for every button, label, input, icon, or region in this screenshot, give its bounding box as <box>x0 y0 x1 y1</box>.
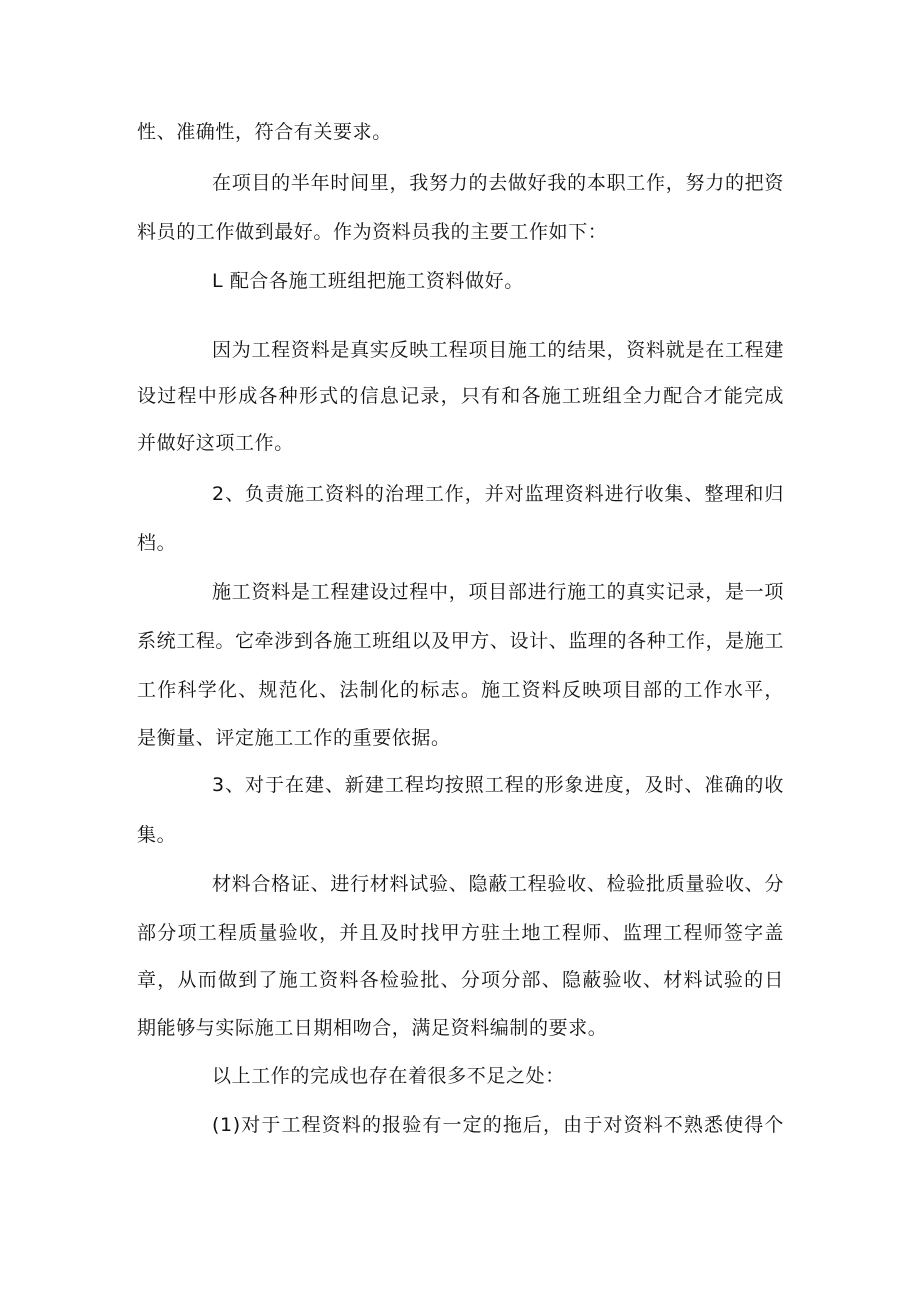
text-line: 是衡量、评定施工工作的重要依据。 <box>137 727 451 749</box>
paragraph-line: 章，从而做到了施工资料各检验批、分项分部、隐蔽验收、材料试验的日 <box>137 969 784 991</box>
paragraph-line: 施工资料是工程建设过程中，项目部进行施工的真实记录，是一项 <box>212 581 784 603</box>
paragraph-line: 工作科学化、规范化、法制化的标志。施工资料反映项目部的工作水平， <box>137 679 784 701</box>
list-item-heading: L 配合各施工班组把施工资料做好。 <box>212 270 524 292</box>
text-line: 档。 <box>137 532 177 554</box>
paragraph-line: 因为工程资料是真实反映工程项目施工的结果，资料就是在工程建 <box>212 339 784 361</box>
paragraph-line: 在项目的半年时间里，我努力的去做好我的本职工作，努力的把资 <box>212 172 784 194</box>
text-line: 料员的工作做到最好。作为资料员我的主要工作如下： <box>137 221 608 243</box>
paragraph-line: 设过程中形成各种形式的信息记录，只有和各施工班组全力配合才能完成 <box>137 385 784 407</box>
text-line: 并做好这项工作。 <box>137 432 294 454</box>
paragraph-line: 材料合格证、进行材料试验、隐蔽工程验收、检验批质量验收、分 <box>212 873 784 895</box>
text-line: 集。 <box>137 824 177 846</box>
list-item-heading: 3、对于在建、新建工程均按照工程的形象进度，及时、准确的收 <box>212 774 784 796</box>
text-line: 期能够与实际施工日期相吻合，满足资料编制的要求。 <box>137 1017 608 1039</box>
paragraph-line: 部分项工程质量验收，并且及时找甲方驻土地工程师、监理工程师签字盖 <box>137 922 784 944</box>
paragraph-line: 系统工程。它牵涉到各施工班组以及甲方、设计、监理的各种工作，是施工 <box>137 630 784 652</box>
text-line: 性、准确性，符合有关要求。 <box>137 121 392 143</box>
list-item-heading: (1)对于工程资料的报验有一定的拖后，由于对资料不熟悉使得个 <box>212 1114 784 1136</box>
text-line: 以上工作的完成也存在着很多不足之处： <box>212 1065 565 1087</box>
list-item-heading: 2、负责施工资料的治理工作，并对监理资料进行收集、整理和归 <box>212 483 784 505</box>
